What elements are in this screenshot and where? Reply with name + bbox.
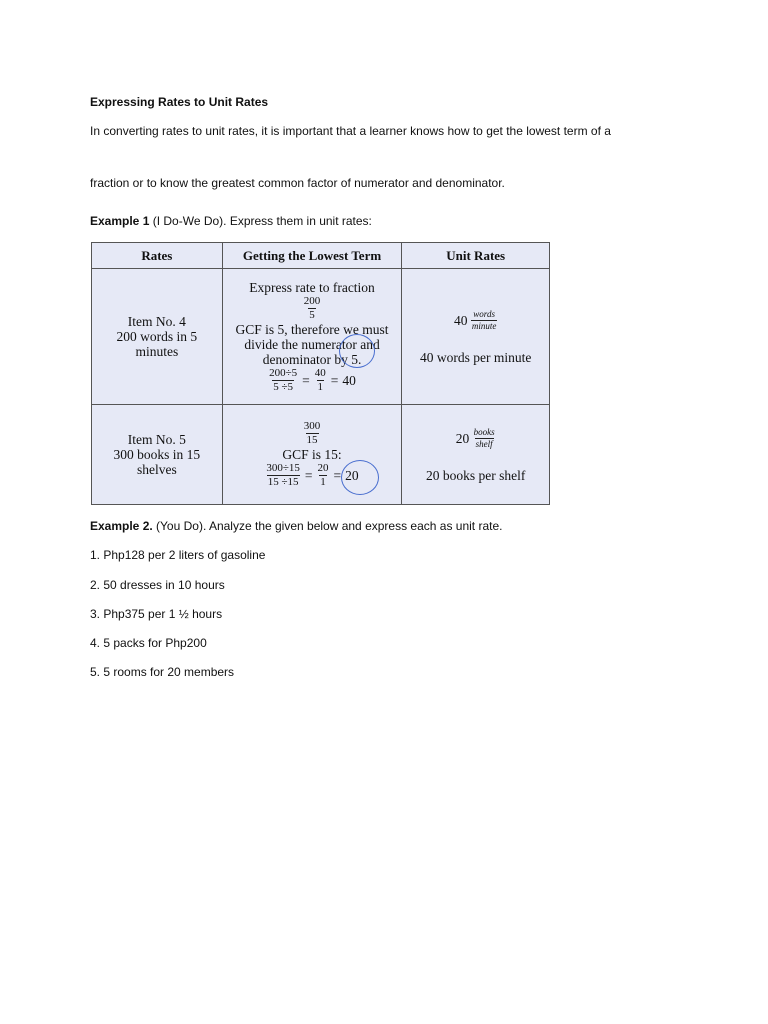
unit-fraction [473, 427, 496, 450]
gcf-line: GCF is 5, therefore we must [235, 321, 389, 337]
equals-sign: = [330, 372, 339, 388]
rate-line: 300 books in 15 [113, 447, 201, 462]
table-row [92, 269, 550, 405]
result-numerator: 20 [317, 462, 329, 474]
example-2-label: Example 2. [90, 519, 153, 533]
equation [223, 462, 402, 489]
division-numerator: 200÷5 [269, 366, 298, 379]
list-item: 1. Php128 per 2 liters of gasoline [90, 548, 266, 562]
equation-result: 20 [345, 468, 359, 483]
gcf-line: denominator by 5. [262, 351, 362, 367]
unit-numerator: words [473, 308, 495, 319]
rate-fraction [303, 420, 322, 447]
rate-line: shelves [136, 462, 177, 477]
unit-denominator: minute [471, 320, 497, 331]
result-fraction [317, 462, 330, 489]
header-rates: Rates [92, 243, 223, 269]
unit-fraction [471, 309, 498, 332]
equation [223, 367, 402, 394]
rates-table [91, 242, 550, 505]
unit-rate-text: 20 books per shelf [426, 467, 526, 483]
equals-sign: = [302, 372, 310, 388]
list-item: 4. 5 packs for Php200 [90, 636, 207, 650]
unit-rate-fraction-line [402, 309, 549, 332]
rate-line: 200 words in 5 [116, 329, 198, 344]
unit-rate-fraction-line [402, 427, 549, 450]
fraction-numerator: 300 [303, 420, 321, 432]
table-header-row [92, 243, 550, 269]
header-lowest-term: Getting the Lowest Term [222, 243, 402, 269]
fraction-numerator: 200 [303, 294, 321, 307]
fraction-denominator: 5 [309, 308, 315, 321]
equation-result: 40 [342, 372, 356, 388]
example-1-text: (I Do-We Do). Express them in unit rates: [149, 214, 372, 228]
unit-rate-text: 40 words per minute [420, 349, 532, 365]
intro-text: Express rate to fraction [249, 279, 375, 295]
rate-line: Item No. 5 [127, 432, 186, 447]
list-item: 2. 50 dresses in 10 hours [90, 578, 225, 592]
example-1-line [90, 214, 372, 228]
unit-rate-cell [402, 405, 550, 505]
unit-denominator: shelf [475, 438, 493, 449]
table-row [92, 405, 550, 505]
unit-rate-cell [402, 269, 550, 405]
result-denominator: 1 [317, 380, 324, 393]
division-numerator: 300÷15 [266, 462, 300, 474]
equals-sign: = [304, 468, 313, 483]
rate-fraction [303, 295, 322, 322]
rate-line: minutes [135, 344, 179, 359]
rate-line: Item No. 4 [127, 314, 186, 329]
rate-cell [92, 405, 223, 505]
equals-sign: = [333, 468, 342, 483]
page-heading: Expressing Rates to Unit Rates [90, 95, 269, 109]
division-denominator: 5 ÷5 [273, 380, 294, 393]
intro-line-2: fraction or to know the greatest common factor of numerator and denominator. [90, 176, 505, 190]
lowest-term-cell [222, 269, 402, 405]
division-denominator: 15 ÷15 [267, 476, 299, 488]
unit-rate-value: 40 [454, 312, 468, 328]
intro-line-1: In converting rates to unit rates, it is important that a learner knows how to get the lowest term of a [90, 124, 611, 138]
header-unit-rates: Unit Rates [402, 243, 550, 269]
result-denominator: 1 [320, 476, 326, 488]
example-2-text: (You Do). Analyze the given below and express each as unit rate. [152, 519, 503, 533]
lowest-term-cell [222, 405, 402, 505]
fraction-denominator: 15 [306, 434, 318, 446]
division-fraction [265, 462, 301, 489]
result-fraction [314, 367, 327, 394]
gcf-line: GCF is 15: [282, 447, 342, 462]
result-numerator: 40 [314, 366, 326, 379]
example-2-line [90, 519, 502, 533]
unit-rate-value: 20 [455, 430, 470, 446]
list-item: 5. 5 rooms for 20 members [90, 665, 235, 679]
gcf-line: divide the numerator and [244, 336, 380, 352]
rate-cell [92, 269, 223, 405]
example-1-label: Example 1 [90, 214, 150, 228]
list-item: 3. Php375 per 1 ½ hours [90, 607, 223, 621]
division-fraction [268, 367, 298, 394]
unit-numerator: books [473, 426, 495, 437]
